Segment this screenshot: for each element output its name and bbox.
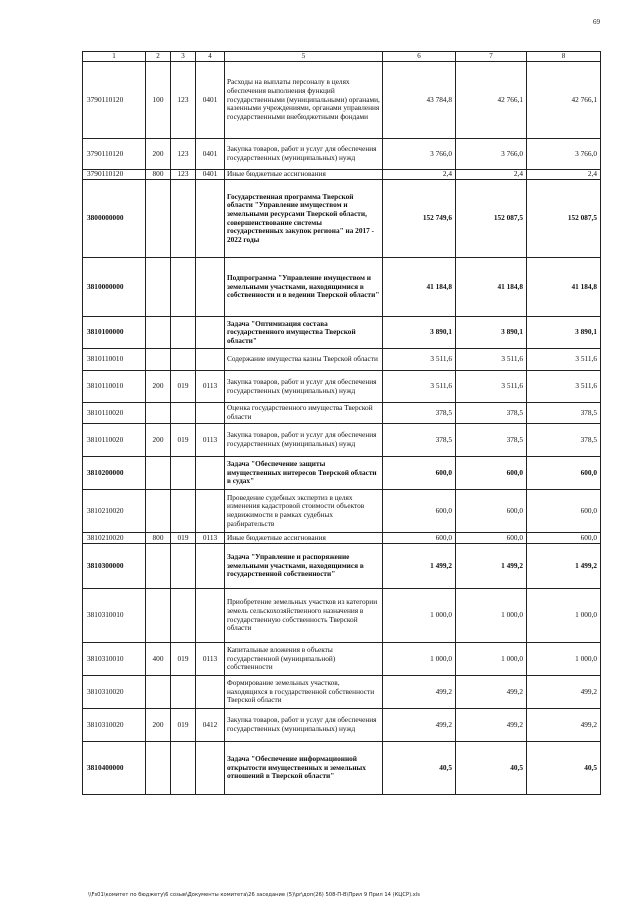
- amount-col7-cell: 40,5: [456, 742, 527, 795]
- amount-col7-cell: 1 000,0: [456, 589, 527, 643]
- description-cell: Задача "Оптимизация состава государственного имущества Тверской области": [225, 317, 383, 349]
- expense-type-cell: [146, 490, 171, 533]
- amount-col6-cell: 600,0: [383, 457, 456, 490]
- amount-col8-cell: 152 087,5: [527, 180, 601, 258]
- ministry-code-cell: [171, 490, 196, 533]
- section-code-cell: 0113: [196, 533, 225, 544]
- description-cell: Подпрограмма "Управление имуществом и земельными участками, находящимися в собственности и в ведении Тверской области": [225, 258, 383, 317]
- table-header-row: [83, 52, 601, 62]
- expense-type-cell: [146, 589, 171, 643]
- section-code-cell: 0113: [196, 424, 225, 457]
- amount-col8-cell: 2,4: [527, 170, 601, 180]
- ministry-code-cell: [171, 457, 196, 490]
- amount-col7-cell: 600,0: [456, 457, 527, 490]
- amount-col7-cell: 3 766,0: [456, 139, 527, 170]
- ministry-code-cell: [171, 180, 196, 258]
- code-cell: 3810110010: [83, 349, 146, 371]
- expense-type-cell: 200: [146, 709, 171, 742]
- amount-col8-cell: 600,0: [527, 490, 601, 533]
- description-cell: Проведение судебных экспертиз в целях изменения кадастровой стоимости объектов недвижимости в рамках судебных разбирательств: [225, 490, 383, 533]
- amount-col8-cell: 499,2: [527, 709, 601, 742]
- code-cell: 3810310010: [83, 643, 146, 676]
- table-row: [83, 533, 601, 544]
- amount-col6-cell: 3 511,6: [383, 349, 456, 371]
- expense-type-cell: 200: [146, 371, 171, 403]
- amount-col8-cell: 1 499,2: [527, 544, 601, 589]
- description-cell: Задача "Обеспечение информационной открытости имущественных и земельных отношений в Тверской области": [225, 742, 383, 795]
- amount-col7-cell: 3 511,6: [456, 371, 527, 403]
- expense-type-cell: [146, 180, 171, 258]
- code-cell: 3810300000: [83, 544, 146, 589]
- section-code-cell: [196, 544, 225, 589]
- ministry-code-cell: [171, 544, 196, 589]
- budget-table: [82, 51, 601, 795]
- code-cell: 3810200000: [83, 457, 146, 490]
- description-cell: Закупка товаров, работ и услуг для обеспечения государственных (муниципальных) нужд: [225, 139, 383, 170]
- amount-col6-cell: 2,4: [383, 170, 456, 180]
- expense-type-cell: [146, 457, 171, 490]
- amount-col7-cell: 600,0: [456, 533, 527, 544]
- table-row: [83, 180, 601, 258]
- table-row: [83, 139, 601, 170]
- expense-type-cell: [146, 403, 171, 424]
- amount-col7-cell: 1 000,0: [456, 643, 527, 676]
- amount-col6-cell: 43 784,8: [383, 62, 456, 139]
- ministry-code-cell: [171, 258, 196, 317]
- table-row: [83, 349, 601, 371]
- description-cell: Формирование земельных участков, находящихся в государственной собственности Тверской области: [225, 676, 383, 709]
- table-row: [83, 317, 601, 349]
- ministry-code-cell: 019: [171, 533, 196, 544]
- header-cell: 1: [83, 52, 146, 62]
- section-code-cell: [196, 457, 225, 490]
- amount-col7-cell: 42 766,1: [456, 62, 527, 139]
- section-code-cell: 0401: [196, 139, 225, 170]
- code-cell: 3810210020: [83, 490, 146, 533]
- amount-col7-cell: 3 890,1: [456, 317, 527, 349]
- code-cell: 3810210020: [83, 533, 146, 544]
- header-cell: 2: [146, 52, 171, 62]
- amount-col8-cell: 40,5: [527, 742, 601, 795]
- table-row: [83, 424, 601, 457]
- code-cell: 3810100000: [83, 317, 146, 349]
- description-cell: Закупка товаров, работ и услуг для обеспечения государственных (муниципальных) нужд: [225, 371, 383, 403]
- section-code-cell: [196, 349, 225, 371]
- code-cell: 3810000000: [83, 258, 146, 317]
- ministry-code-cell: 019: [171, 643, 196, 676]
- amount-col6-cell: 3 766,0: [383, 139, 456, 170]
- expense-type-cell: 400: [146, 643, 171, 676]
- ministry-code-cell: [171, 742, 196, 795]
- amount-col7-cell: 1 499,2: [456, 544, 527, 589]
- table-row: [83, 643, 601, 676]
- amount-col8-cell: 499,2: [527, 676, 601, 709]
- header-cell: 6: [383, 52, 456, 62]
- section-code-cell: [196, 258, 225, 317]
- expense-type-cell: 100: [146, 62, 171, 139]
- amount-col7-cell: 499,2: [456, 676, 527, 709]
- description-cell: Оценка государственного имущества Тверской области: [225, 403, 383, 424]
- table-row: [83, 544, 601, 589]
- code-cell: 3810110010: [83, 371, 146, 403]
- amount-col8-cell: 600,0: [527, 457, 601, 490]
- expense-type-cell: 200: [146, 424, 171, 457]
- amount-col6-cell: 600,0: [383, 533, 456, 544]
- expense-type-cell: [146, 544, 171, 589]
- expense-type-cell: [146, 258, 171, 317]
- amount-col6-cell: 1 000,0: [383, 589, 456, 643]
- description-cell: Приобретение земельных участков из категории земель сельскохозяйственного назначения в государственную собственность Тверской области: [225, 589, 383, 643]
- expense-type-cell: [146, 349, 171, 371]
- amount-col7-cell: 2,4: [456, 170, 527, 180]
- amount-col6-cell: 1 000,0: [383, 643, 456, 676]
- table-row: [83, 490, 601, 533]
- amount-col6-cell: 3 511,6: [383, 371, 456, 403]
- ministry-code-cell: 019: [171, 371, 196, 403]
- expense-type-cell: [146, 676, 171, 709]
- amount-col8-cell: 3 511,6: [527, 371, 601, 403]
- description-cell: Содержание имущества казны Тверской области: [225, 349, 383, 371]
- section-code-cell: [196, 589, 225, 643]
- ministry-code-cell: 123: [171, 139, 196, 170]
- description-cell: Иные бюджетные ассигнования: [225, 170, 383, 180]
- section-code-cell: [196, 317, 225, 349]
- expense-type-cell: 800: [146, 170, 171, 180]
- header-cell: 3: [171, 52, 196, 62]
- amount-col6-cell: 499,2: [383, 709, 456, 742]
- amount-col6-cell: 499,2: [383, 676, 456, 709]
- table-row: [83, 589, 601, 643]
- section-code-cell: [196, 676, 225, 709]
- amount-col8-cell: 3 511,6: [527, 349, 601, 371]
- description-cell: Задача "Управление и распоряжение земельными участками, находящимися в государственной собственности": [225, 544, 383, 589]
- header-cell: 5: [225, 52, 383, 62]
- amount-col7-cell: 378,5: [456, 424, 527, 457]
- amount-col8-cell: 378,5: [527, 424, 601, 457]
- section-code-cell: [196, 490, 225, 533]
- expense-type-cell: 800: [146, 533, 171, 544]
- amount-col8-cell: 1 000,0: [527, 589, 601, 643]
- ministry-code-cell: 123: [171, 170, 196, 180]
- table-row: [83, 457, 601, 490]
- code-cell: 3800000000: [83, 180, 146, 258]
- amount-col7-cell: 499,2: [456, 709, 527, 742]
- amount-col6-cell: 378,5: [383, 403, 456, 424]
- header-cell: 7: [456, 52, 527, 62]
- description-cell: Государственная программа Тверской области "Управление имуществом и земельными ресурсами Тверской области, совершенствование системы государственных закупок региона" на 2017 - 2022 годы: [225, 180, 383, 258]
- amount-col6-cell: 41 184,8: [383, 258, 456, 317]
- amount-col8-cell: 600,0: [527, 533, 601, 544]
- amount-col8-cell: 3 766,0: [527, 139, 601, 170]
- expense-type-cell: [146, 317, 171, 349]
- code-cell: 3810310020: [83, 676, 146, 709]
- table-row: [83, 742, 601, 795]
- table-row: [83, 371, 601, 403]
- ministry-code-cell: [171, 589, 196, 643]
- section-code-cell: [196, 742, 225, 795]
- section-code-cell: 0412: [196, 709, 225, 742]
- code-cell: 3790110120: [83, 62, 146, 139]
- code-cell: 3810310020: [83, 709, 146, 742]
- amount-col6-cell: 40,5: [383, 742, 456, 795]
- amount-col6-cell: 600,0: [383, 490, 456, 533]
- section-code-cell: [196, 403, 225, 424]
- description-cell: Иные бюджетные ассигнования: [225, 533, 383, 544]
- description-cell: Капитальные вложения в объекты государственной (муниципальной) собственности: [225, 643, 383, 676]
- ministry-code-cell: 123: [171, 62, 196, 139]
- section-code-cell: [196, 180, 225, 258]
- section-code-cell: 0113: [196, 643, 225, 676]
- file-path-footer: \\Fs01\комитет по бюджету\6 созыв\Документы комитета\26 заседание (5)\pr\доп(26) 508-П-В\Прил 9 Прил 14 (КЦСР).xls: [88, 892, 420, 898]
- amount-col8-cell: 41 184,8: [527, 258, 601, 317]
- ministry-code-cell: [171, 676, 196, 709]
- table-row: [83, 709, 601, 742]
- table-row: [83, 62, 601, 139]
- amount-col6-cell: 1 499,2: [383, 544, 456, 589]
- amount-col6-cell: 378,5: [383, 424, 456, 457]
- amount-col7-cell: 3 511,6: [456, 349, 527, 371]
- ministry-code-cell: 019: [171, 424, 196, 457]
- table-row: [83, 258, 601, 317]
- code-cell: 3810400000: [83, 742, 146, 795]
- description-cell: Закупка товаров, работ и услуг для обеспечения государственных (муниципальных) нужд: [225, 709, 383, 742]
- amount-col7-cell: 152 087,5: [456, 180, 527, 258]
- code-cell: 3810310010: [83, 589, 146, 643]
- description-cell: Задача "Обеспечение защиты имущественных интересов Тверской области в судах": [225, 457, 383, 490]
- table-row: [83, 170, 601, 180]
- description-cell: Закупка товаров, работ и услуг для обеспечения государственных (муниципальных) нужд: [225, 424, 383, 457]
- page-number: 69: [593, 18, 600, 26]
- amount-col8-cell: 42 766,1: [527, 62, 601, 139]
- amount-col6-cell: 3 890,1: [383, 317, 456, 349]
- table-row: [83, 676, 601, 709]
- section-code-cell: 0401: [196, 62, 225, 139]
- expense-type-cell: [146, 742, 171, 795]
- amount-col7-cell: 41 184,8: [456, 258, 527, 317]
- amount-col7-cell: 600,0: [456, 490, 527, 533]
- amount-col8-cell: 1 000,0: [527, 643, 601, 676]
- code-cell: 3790110120: [83, 170, 146, 180]
- section-code-cell: 0113: [196, 371, 225, 403]
- code-cell: 3790110120: [83, 139, 146, 170]
- code-cell: 3810110020: [83, 403, 146, 424]
- ministry-code-cell: [171, 317, 196, 349]
- table-row: [83, 403, 601, 424]
- amount-col7-cell: 378,5: [456, 403, 527, 424]
- header-cell: 4: [196, 52, 225, 62]
- ministry-code-cell: [171, 349, 196, 371]
- amount-col8-cell: 3 890,1: [527, 317, 601, 349]
- header-cell: 8: [527, 52, 601, 62]
- amount-col6-cell: 152 749,6: [383, 180, 456, 258]
- ministry-code-cell: [171, 403, 196, 424]
- expense-type-cell: 200: [146, 139, 171, 170]
- amount-col8-cell: 378,5: [527, 403, 601, 424]
- code-cell: 3810110020: [83, 424, 146, 457]
- ministry-code-cell: 019: [171, 709, 196, 742]
- section-code-cell: 0401: [196, 170, 225, 180]
- description-cell: Расходы на выплаты персоналу в целях обеспечения выполнения функций государственными (муниципальными) органами, казенными учреждениями, органами управления государственными внебюджетными фондами: [225, 62, 383, 139]
